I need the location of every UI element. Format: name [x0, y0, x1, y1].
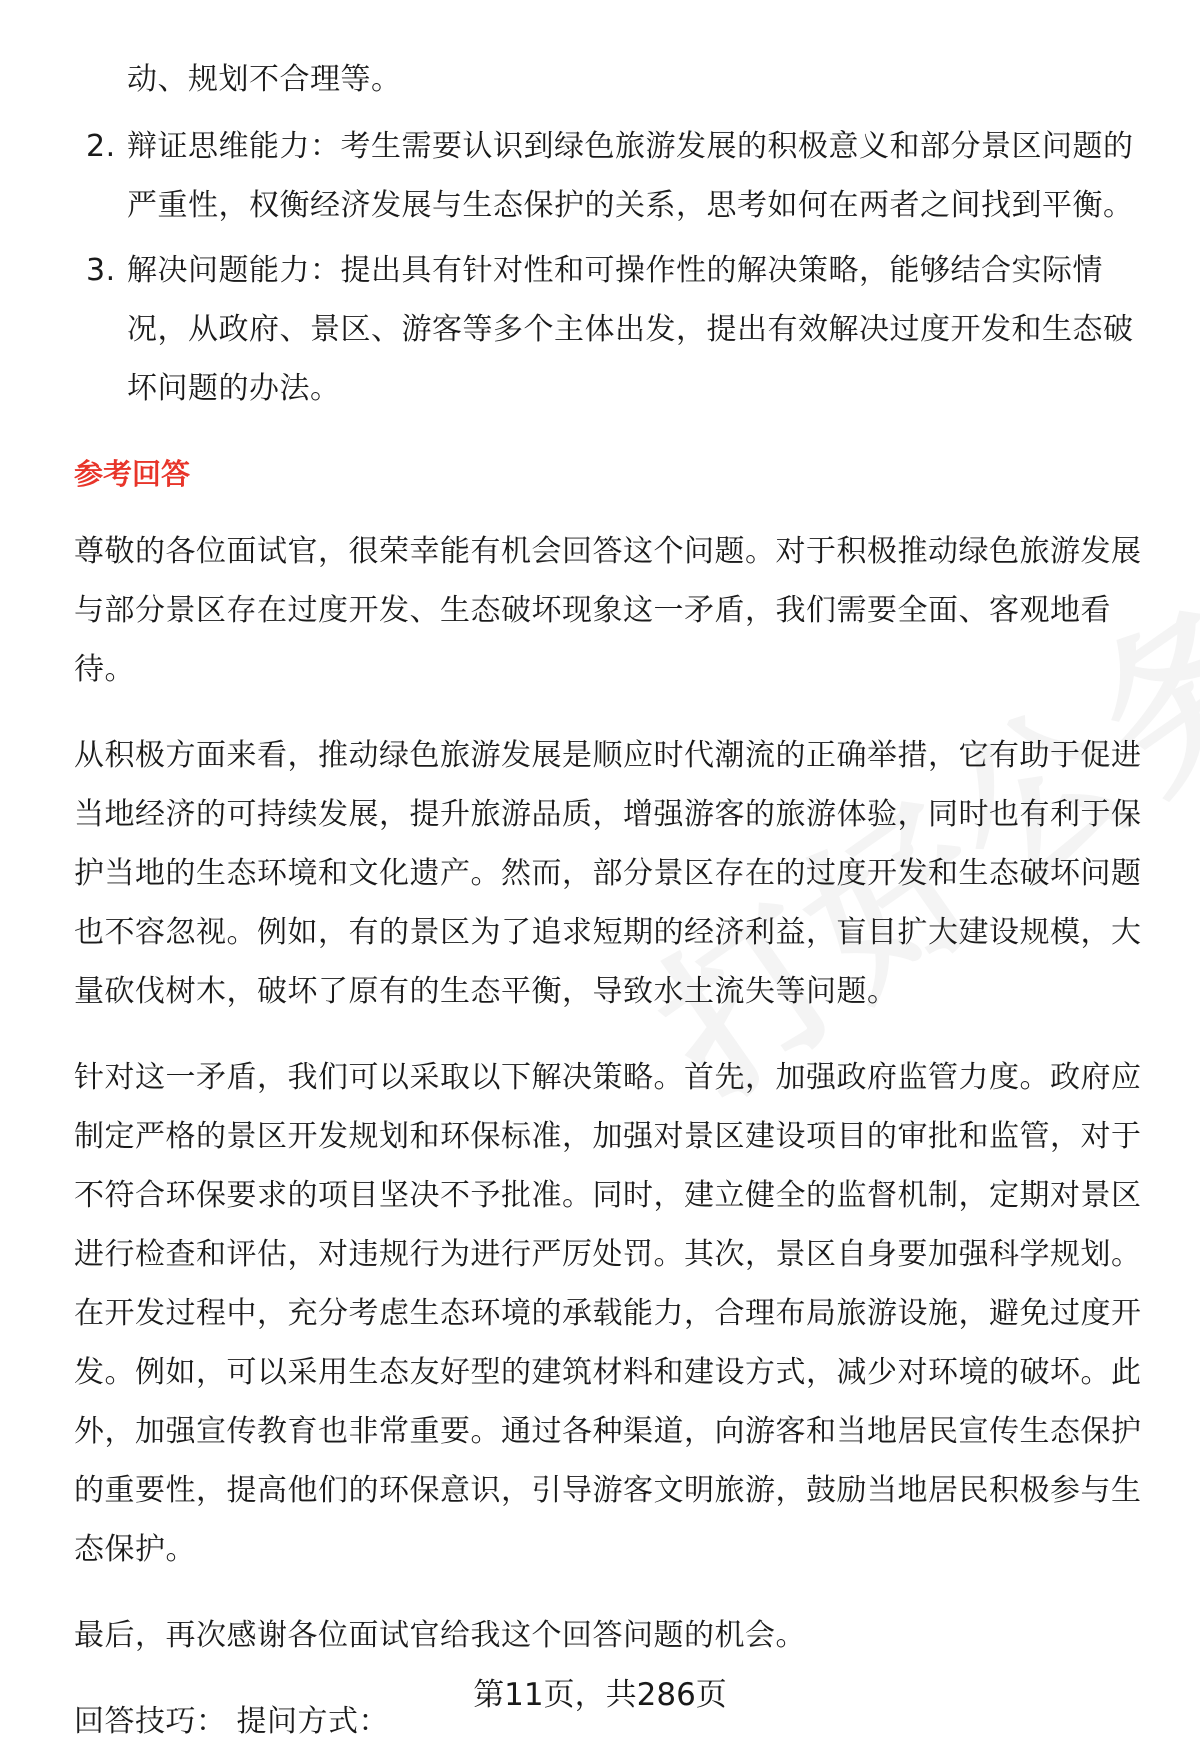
answer-paragraph: 尊敬的各位面试官，很荣幸能有机会回答这个问题。对于积极推动绿色旅游发展与部分景区存在过度开发、生态破坏现象这一矛盾，我们需要全面、客观地看待。	[74, 534, 1142, 687]
answer-paragraph: 最后，再次感谢各位面试官给我这个回答问题的机会。	[74, 1618, 806, 1653]
list-item	[74, 241, 1154, 418]
answer-paragraph: 从积极方面来看，推动绿色旅游发展是顺应时代潮流的正确举措，它有助于促进当地经济的可持续发展，提升旅游品质，增强游客的旅游体验，同时也有利于保护当地的生态环境和文化遗产。然而，部分景区存在的过度开发和生态破坏问题也不容忽视。例如，有的景区为了追求短期的经济利益，盲目扩大建设规模，大量砍伐树木，破坏了原有的生态平衡，导致水土流失等问题。	[74, 738, 1142, 1009]
list-continuation: 动、规划不合理等。	[127, 62, 402, 97]
numbered-list	[74, 117, 1154, 418]
list-item-text: 辩证思维能力：考生需要认识到绿色旅游发展的积极意义和部分景区问题的严重性，权衡经济发展与生态保护的关系，思考如何在两者之间找到平衡。	[127, 129, 1134, 223]
tips-line: 回答技巧： 提问方式：	[74, 1704, 390, 1739]
section-title: 参考回答	[74, 457, 191, 491]
answer-paragraph: 针对这一矛盾，我们可以采取以下解决策略。首先，加强政府监管力度。政府应制定严格的景区开发规划和环保标准，加强对景区建设项目的审批和监管，对于不符合环保要求的项目坚决不予批准。同时，建立健全的监督机制，定期对景区进行检查和评估，对违规行为进行严厉处罚。其次，景区自身要加强科学规划。在开发过程中，充分考虑生态环境的承载能力，合理布局旅游设施，避免过度开发。例如，可以采用生态友好型的建筑材料和建设方式，减少对环境的破坏。此外，加强宣传教育也非常重要。通过各种渠道，向游客和当地居民宣传生态保护的重要性，提高他们的环保意识，引导游客文明旅游，鼓励当地居民积极参与生态保护。	[74, 1060, 1142, 1567]
list-item-number: 3.	[86, 253, 116, 288]
list-item	[74, 117, 1154, 235]
list-item-text: 解决问题能力：提出具有针对性和可操作性的解决策略，能够结合实际情况，从政府、景区、游客等多个主体出发，提出有效解决过度开发和生态破坏问题的办法。	[127, 253, 1134, 406]
list-item-number: 2.	[86, 129, 116, 164]
document-page	[74, 50, 1154, 1751]
page-number: 第11页，共286页	[473, 1677, 727, 1713]
